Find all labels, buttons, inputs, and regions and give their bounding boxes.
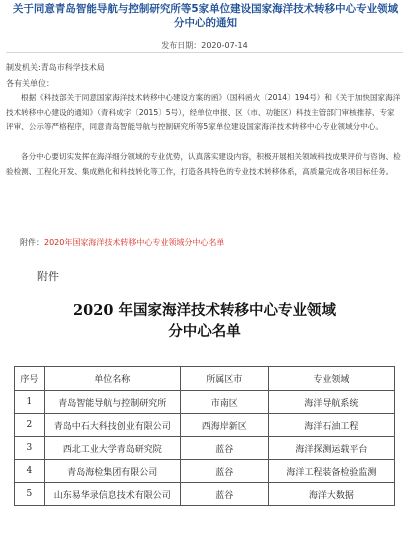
attachment-prefix: 附件： — [20, 238, 44, 247]
cell-district: 西海岸新区 — [180, 414, 268, 437]
cell-field: 海洋石油工程 — [268, 414, 394, 437]
table-row — [15, 483, 395, 506]
divider — [6, 52, 403, 53]
cell-district: 蓝谷 — [180, 437, 268, 460]
notice-title: 关于同意青岛智能导航与控制研究所等5家单位建设国家海洋技术转移中心专业领域分中心的通知 — [12, 3, 399, 29]
table-row — [15, 437, 395, 460]
cell-unit: 青岛智能导航与控制研究所 — [44, 391, 180, 414]
attachment-line — [20, 237, 224, 248]
col-header-index: 序号 — [15, 367, 45, 391]
cell-district: 蓝谷 — [180, 483, 268, 506]
paragraph-2: 各分中心要切实发挥在海洋细分领域的专业优势，认真落实建设内容，积极开展相关领域科技成果评价与咨询、检验检测、工程化开发、集成熟化和科技转化等工作，打造各具特色的专业技术转移体系，高质量完成各项目标任务。 — [6, 152, 401, 176]
cell-field: 海洋大数据 — [268, 483, 394, 506]
cell-field: 海洋导航系统 — [268, 391, 394, 414]
table-header-row — [15, 367, 395, 391]
issuer: 制发机关:青岛市科学技术局 — [6, 63, 105, 72]
table-row — [15, 460, 395, 483]
cell-index: 5 — [15, 483, 45, 506]
publish-date: 发布日期：2020-07-14 — [161, 41, 248, 50]
cell-index: 4 — [15, 460, 45, 483]
table-row — [15, 414, 395, 437]
center-list-table — [14, 366, 395, 506]
salutation: 各有关单位： — [6, 79, 54, 88]
cell-index: 3 — [15, 437, 45, 460]
cell-district: 蓝谷 — [180, 460, 268, 483]
paragraph-1: 根据《科技部关于同意国家海洋技术转移中心建设方案的函》（国科函火〔2014〕194号）和《关于加快国家海洋技术转移中心建设的通知》（青科成字〔2015〕5号），经单位申报、区（市、功能区）科技主管部门审核推荐、专家评审、公示等严格程序，同意青岛智能导航与控制研究所等5家单位建设国家海洋技术转移中心专业领域分中心。 — [6, 93, 401, 132]
attachment-link[interactable]: 2020年国家海洋技术转移中心专业领域分中心名单 — [44, 238, 225, 247]
attachment-label: 附件 — [37, 270, 59, 283]
col-header-district: 所属区市 — [180, 367, 268, 391]
attachment-title-line-2: 分中心名单 — [168, 323, 241, 340]
cell-field: 海洋探测运载平台 — [268, 437, 394, 460]
cell-index: 1 — [15, 391, 45, 414]
cell-district: 市南区 — [180, 391, 268, 414]
attachment-title — [0, 300, 409, 342]
cell-index: 2 — [15, 414, 45, 437]
col-header-unit: 单位名称 — [44, 367, 180, 391]
cell-unit: 青岛中石大科技创业有限公司 — [44, 414, 180, 437]
col-header-field: 专业领域 — [268, 367, 394, 391]
attachment-title-line-1: 2020 年国家海洋技术转移中心专业领域 — [73, 302, 336, 319]
cell-unit: 山东易华录信息技术有限公司 — [44, 483, 180, 506]
cell-unit: 青岛海检集团有限公司 — [44, 460, 180, 483]
cell-field: 海洋工程装备检验监测 — [268, 460, 394, 483]
cell-unit: 西北工业大学青岛研究院 — [44, 437, 180, 460]
table-row — [15, 391, 395, 414]
